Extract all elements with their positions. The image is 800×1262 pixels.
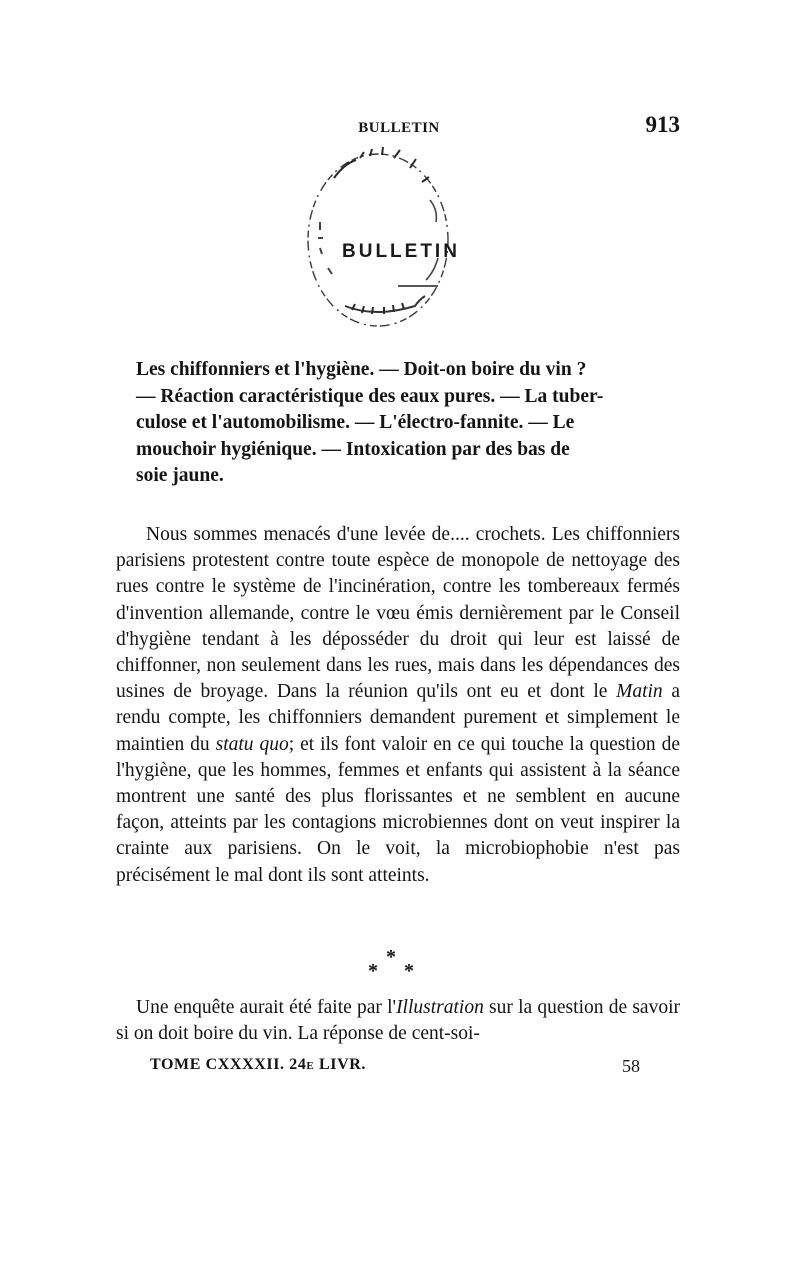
summary-line: mouchoir hygiénique. — Intoxication par des bas de [136, 438, 570, 460]
sheet-number: 58 [622, 1056, 640, 1076]
paragraph-enquete [116, 995, 680, 1047]
asterisk: * [404, 960, 414, 982]
stamp-label: BULLETIN [342, 241, 460, 262]
paragraph-text: Nous sommes menacés d'une levée de.... crochets. Les chiffonniers parisiens protestent contre toute espèce de monopole de nettoyage des rues contre le système de l'incinération, contre les tombereaux fermés d'invention allemande, contre le vœu émis dernièrement par le Conseil d'hygiène tendant à les déposséder du droit qui leur est laissé de chiffonner, non seulement dans les rues, mais dans les dépendances des usines de broyage. Dans la réunion qu'ils ont eu et dont le [116, 524, 680, 703]
running-head-title: BULLETIN [358, 120, 440, 136]
asterisk: * [386, 946, 396, 968]
volume-signature: TOME CXXXXII. 24e LIVR. [150, 1056, 366, 1073]
asterisk: * [368, 960, 378, 982]
summary-line: soie jaune. [136, 465, 224, 486]
paragraph-chiffonniers [116, 522, 680, 889]
paragraph-text: a rendu compte, les chiffonniers demandent purement et simplement le maintien du [116, 681, 681, 755]
summary-line: culose et l'automobilisme. — L'électro-fannite. — Le [136, 412, 575, 433]
summary-line: — Réaction caractéristique des eaux pures. — La tuber- [136, 385, 604, 407]
paragraph-text: ; et ils font valoir en ce qui touche la question de l'hygiène, que les hommes, femmes et enfants qui assistent à la séance montrent une santé des plus florissantes et ne semblent en aucune façon, atteints par les contagions microbiennes dont on veut inspirer la crainte aux parisiens. On le voit, la microbiophobie n'est pas précisément le mal dont ils sont atteints. [116, 733, 680, 886]
chapter-summary [136, 357, 680, 490]
library-stamp [290, 138, 475, 338]
paragraph-text: Une enquête aurait été faite par l' [136, 997, 397, 1018]
page-footer [150, 1056, 640, 1082]
italic-title: Matin [616, 681, 663, 703]
italic-title: Illustration [396, 997, 484, 1018]
page-number: 913 [645, 112, 680, 137]
stamp-oval-graphic [290, 138, 475, 338]
summary-line: Les chiffonniers et l'hygiène. — Doit-on boire du vin ? [136, 359, 587, 380]
paragraph-text: sur la question de savoir si on doit boire du vin. La réponse de cent-soi- [116, 997, 680, 1045]
italic-phrase: statu quo [215, 733, 289, 755]
section-asterism [356, 946, 436, 984]
